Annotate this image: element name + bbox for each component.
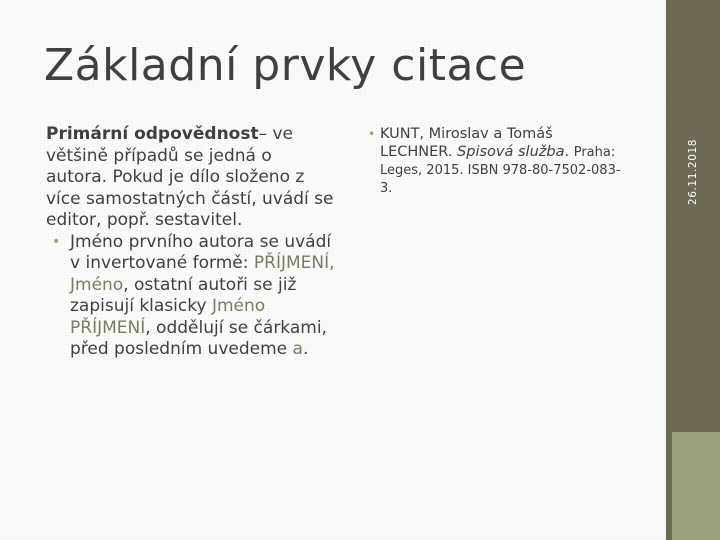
citation-title-end: .	[564, 144, 570, 160]
slide-date: 26.11.2018	[687, 138, 699, 206]
author-format-bullet	[46, 232, 336, 361]
bullet-accent-2: Jméno PŘÍJMENÍ	[70, 296, 266, 338]
left-text-column	[46, 124, 336, 361]
right-text-column	[362, 125, 622, 197]
lead-dash: –	[258, 124, 268, 144]
bullet-accent-3: a	[292, 339, 303, 359]
citation-authors: KUNT, Miroslav a Tomáš LECHNER.	[380, 126, 553, 160]
bullet-dot-icon: •	[52, 233, 61, 250]
citation-example-bullet	[362, 125, 622, 197]
citation-work-title: Spisová služba	[457, 144, 565, 160]
bullet-text-4: .	[302, 339, 309, 359]
bullet-text-2: , ostatní autoři se již zapisují klasicky	[70, 274, 297, 316]
slide-title: Základní prvky citace	[44, 40, 527, 91]
bullet-dot-icon: •	[368, 127, 376, 141]
lead-text: ve většině případů se jedná o autora. Pokud je dílo složeno z více samostatných částí, uvádí se editor, popř. sestavitel.	[46, 124, 334, 230]
lead-paragraph	[46, 124, 336, 232]
bullet-text-1: Jméno prvního autora se uvádí v invertované formě:	[70, 231, 332, 273]
lead-bold-term: Primární odpovědnost	[46, 124, 259, 144]
bullet-accent-1: PŘÍJMENÍ, Jméno	[70, 253, 335, 295]
sidebar-accent-block	[672, 432, 720, 540]
citation-publication: Praha: Leges, 2015. ISBN 978-80-7502-083-3.	[380, 145, 621, 196]
bullet-text-3: , oddělují se čárkami, před posledním uvedeme	[70, 317, 327, 359]
